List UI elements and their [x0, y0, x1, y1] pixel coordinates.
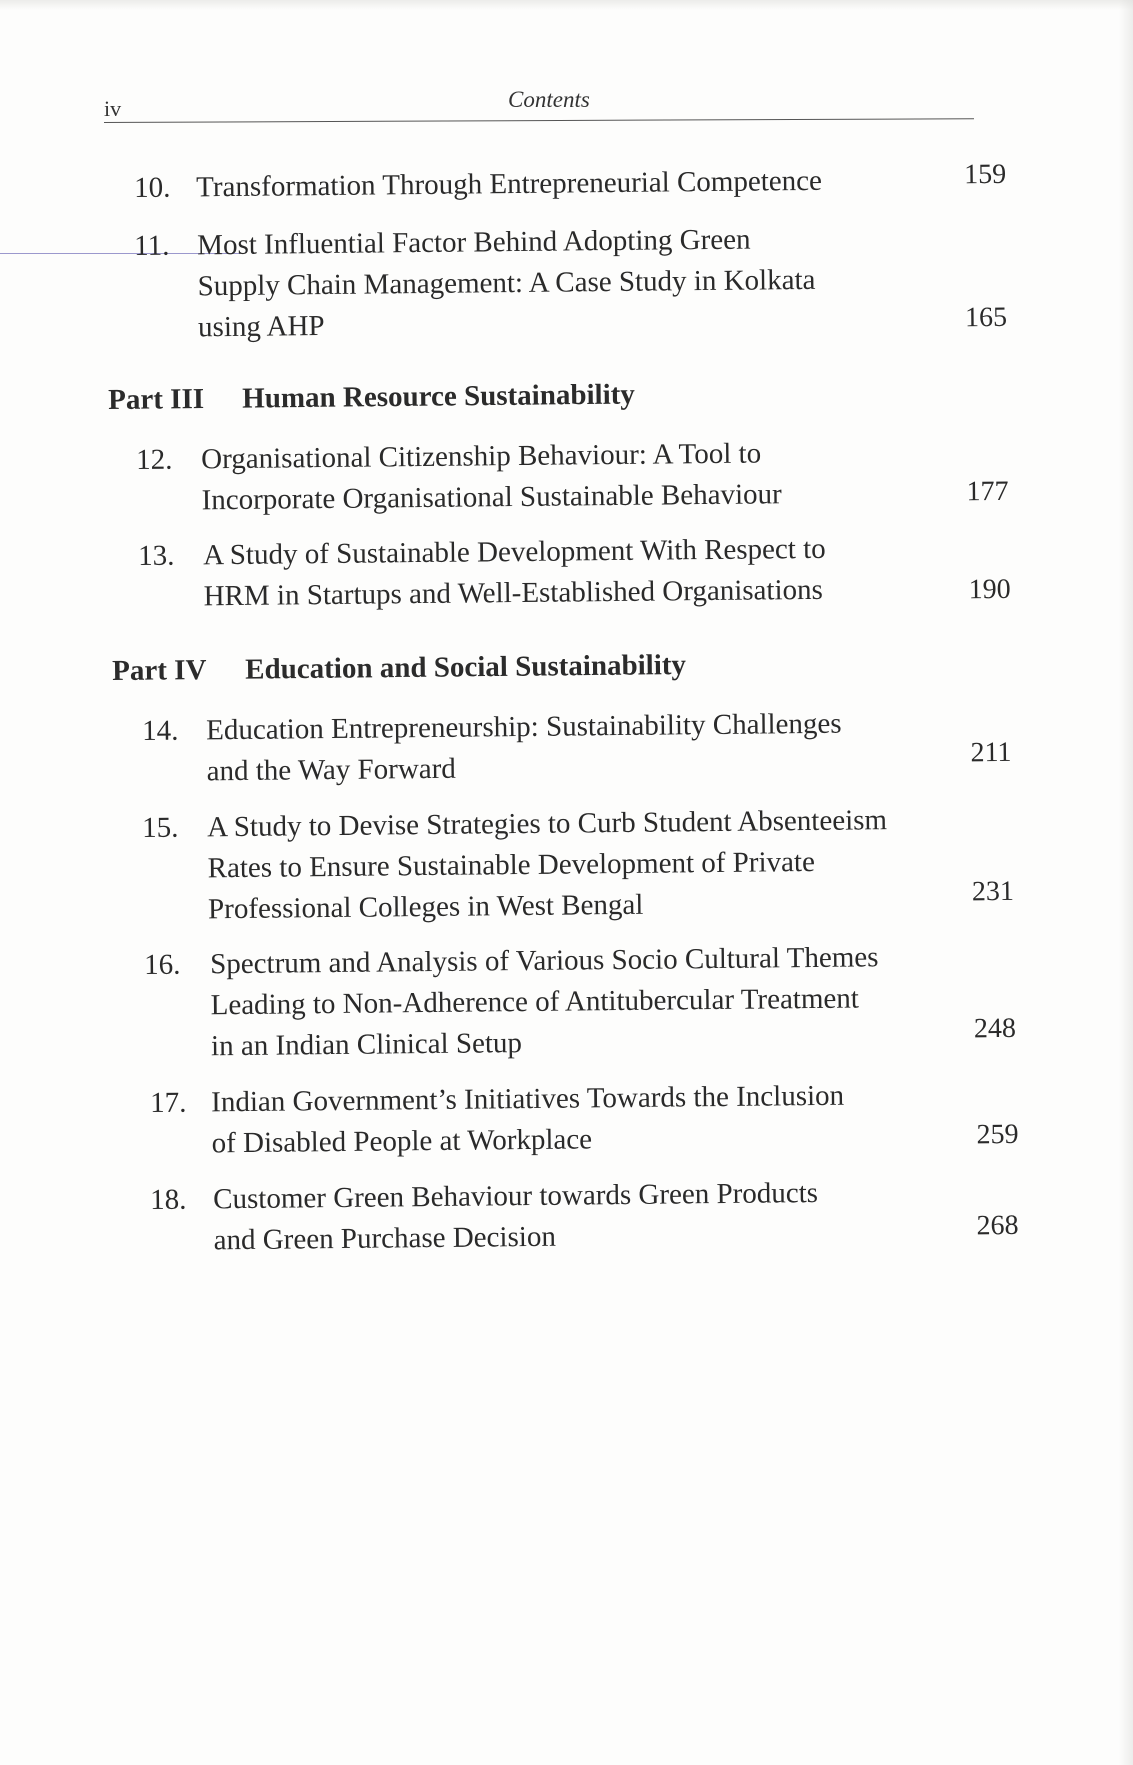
page-ref: 190	[968, 573, 1011, 606]
part-label: Part III	[108, 382, 205, 416]
part-title: Education and Social Sustainability	[245, 648, 687, 686]
chapter-title-line: Leading to Non-Adherence of Antitubercular Treatment	[210, 982, 860, 1022]
chapter-title-line: Most Influential Factor Behind Adopting Green	[197, 223, 751, 262]
part-label: Part IV	[112, 654, 207, 687]
running-head	[104, 84, 974, 124]
part-title: Human Resource Sustainability	[242, 378, 635, 415]
toc-entry	[138, 527, 1019, 626]
chapter-title-line: Customer Green Behaviour towards Green Products	[213, 1177, 819, 1216]
chapter-number: 17.	[150, 1086, 187, 1119]
part-heading	[108, 373, 808, 425]
page-ref: 177	[966, 475, 1009, 508]
toc-entry	[136, 431, 1017, 530]
chapter-title-line: Rates to Ensure Sustainable Development of Private	[207, 845, 816, 885]
chapter-number: 10.	[134, 171, 171, 204]
chapter-number: 18.	[150, 1183, 187, 1216]
chapter-number: 15.	[142, 811, 179, 844]
part-heading	[112, 644, 812, 696]
running-title: Contents	[508, 87, 590, 112]
chapter-title-line: A Study to Devise Strategies to Curb Student Absenteeism	[207, 804, 888, 844]
toc-entry	[150, 1074, 1031, 1173]
chapter-title-line: and Green Purchase Decision	[213, 1220, 557, 1257]
chapter-title-line: HRM in Startups and Well-Established Organisations	[203, 573, 824, 613]
chapter-number: 12.	[136, 443, 173, 476]
page-ref: 259	[976, 1118, 1019, 1151]
header-rule	[104, 118, 974, 123]
chapter-number: 13.	[138, 539, 175, 572]
toc-entry	[142, 702, 1023, 801]
page-ref: 248	[973, 1012, 1017, 1045]
chapter-number: 16.	[144, 948, 181, 981]
page-ref: 268	[976, 1209, 1019, 1242]
toc-entry	[134, 217, 1015, 356]
chapter-title-line: Professional Colleges in West Bengal	[207, 888, 644, 926]
chapter-title-line: Incorporate Organisational Sustainable Behaviour	[201, 478, 782, 517]
scan-edge-right	[1119, 0, 1133, 1765]
chapter-number: 14.	[142, 714, 179, 747]
chapter-title-line: using AHP	[197, 310, 325, 344]
page-ref: 231	[971, 875, 1015, 908]
chapter-title-line: Education Entrepreneurship: Sustainability Challenges	[206, 707, 842, 747]
chapter-title	[211, 1076, 845, 1165]
chapter-title-line: and the Way Forward	[206, 752, 457, 788]
page-ref: 211	[970, 736, 1012, 769]
chapter-title-line: Supply Chain Management: A Case Study in Kolkata	[197, 263, 816, 303]
toc-entry	[134, 159, 1014, 213]
chapter-title-line: Organisational Citizenship Behaviour: A Tool to	[201, 437, 762, 476]
toc-entry	[150, 1171, 1031, 1270]
chapter-title	[196, 161, 822, 209]
page-number: iv	[104, 96, 122, 121]
chapter-title-line: Indian Government’s Initiatives Towards the Inclusion	[211, 1079, 845, 1119]
scan-edge-top	[0, 0, 1133, 10]
chapter-title	[206, 704, 842, 793]
chapter-title-line: Transformation Through Entrepreneurial Competence	[196, 164, 823, 204]
chapter-title-line: Spectrum and Analysis of Various Socio Cultural Themes	[210, 941, 879, 981]
chapter-title	[197, 219, 816, 348]
page-ref: 159	[963, 158, 1007, 191]
chapter-title-line: A Study of Sustainable Development With Respect to	[203, 532, 826, 572]
chapter-title-line: in an Indian Clinical Setup	[210, 1027, 523, 1063]
chapter-title	[207, 800, 888, 930]
toc-entry	[142, 799, 1023, 938]
chapter-title	[213, 1173, 819, 1261]
toc-entry	[144, 936, 1025, 1075]
page-ref: 165	[964, 301, 1008, 334]
chapter-number: 11.	[134, 229, 170, 262]
chapter-title-line: of Disabled People at Workplace	[211, 1123, 593, 1160]
chapter-title	[210, 937, 880, 1067]
chapter-title	[201, 433, 782, 521]
chapter-title	[203, 529, 826, 618]
